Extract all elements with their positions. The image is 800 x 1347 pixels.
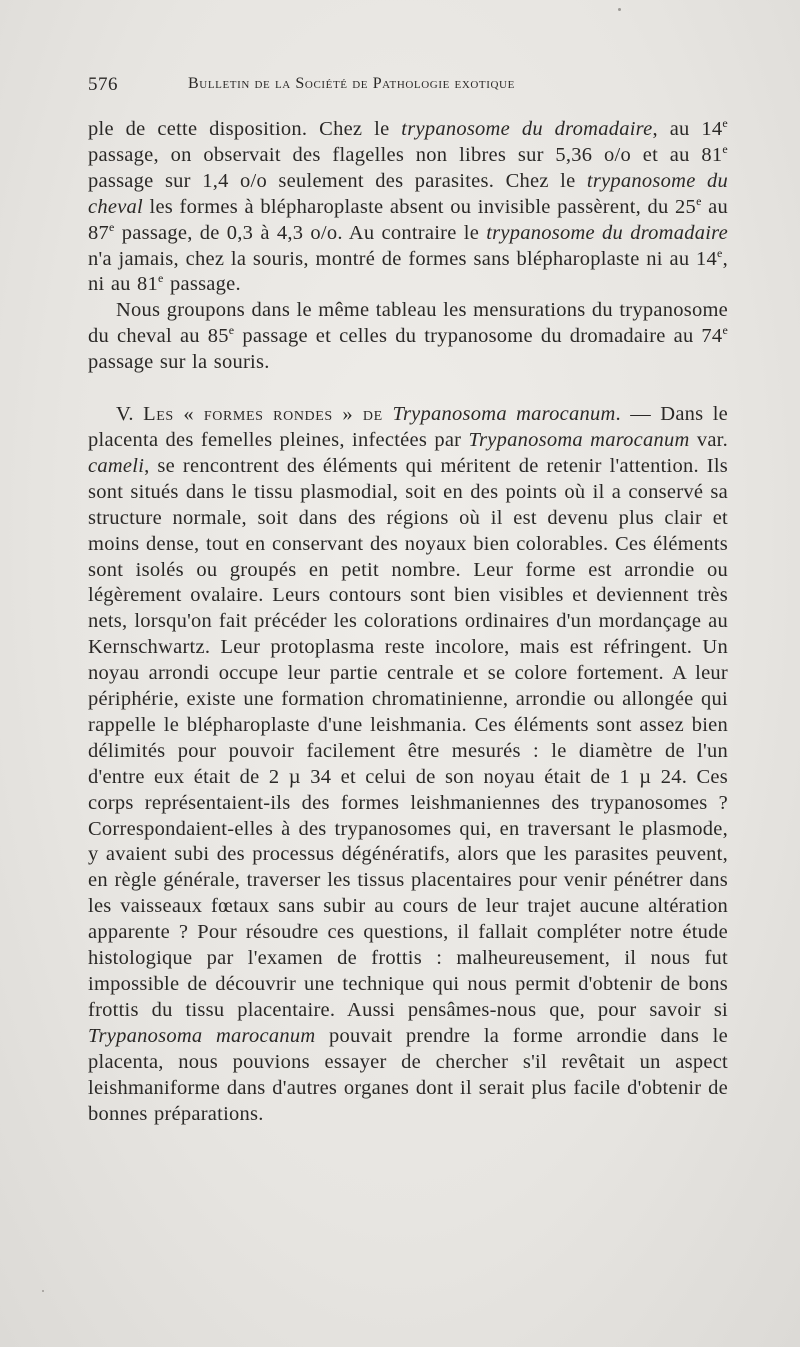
italic-run: trypanosome du dromadaire bbox=[486, 221, 728, 244]
superscript: e bbox=[696, 193, 702, 208]
paper-speck bbox=[618, 8, 621, 11]
superscript: e bbox=[228, 323, 235, 338]
text-run: passage, on observait des flagelles non libres sur 5,36 o/o et au 81 bbox=[88, 143, 723, 166]
paragraph-mensurations bbox=[88, 298, 728, 376]
paragraph-continued bbox=[88, 117, 728, 298]
text-run: passage. bbox=[163, 273, 241, 296]
italic-run: Trypanosoma marocanum bbox=[88, 1024, 316, 1047]
text-run: , ni au 81 bbox=[88, 247, 728, 296]
paragraph-section-v bbox=[88, 402, 728, 1127]
body-text bbox=[88, 117, 728, 1127]
superscript: e bbox=[722, 116, 728, 130]
superscript: e bbox=[109, 219, 115, 234]
italic-run: trypanosome du dromadaire bbox=[401, 118, 653, 140]
italic-run: Trypanosoma marocanum bbox=[468, 428, 690, 451]
section-heading: Les « formes rondes » de bbox=[143, 403, 393, 426]
text-run: passage et celles du trypanosome du dromadaire au 74 bbox=[234, 325, 723, 348]
text-run: les formes à blépharoplaste absent ou invisible passèrent, du 25 bbox=[143, 195, 697, 218]
text-run: passage sur 1,4 o/o seulement des parasites. Chez le bbox=[88, 169, 587, 192]
text-run: ple de cette disposition. Chez le bbox=[88, 118, 402, 140]
running-title: Bulletin de la Société de Pathologie exotique bbox=[188, 75, 515, 92]
text-run: n'a jamais, chez la souris, montré de formes sans blépharoplaste ni au 14 bbox=[88, 247, 718, 270]
running-header bbox=[88, 74, 738, 100]
text-run: pouvait prendre la forme arrondie dans le placenta, nous pouvions essayer de chercher s'il revêtait un aspect leishmaniforme dans d'autres organes dont il serait plus facile d'obtenir de bonnes préparations. bbox=[88, 1024, 728, 1125]
page-number: 576 bbox=[88, 74, 118, 95]
superscript: e bbox=[717, 245, 723, 260]
italic-run: cameli bbox=[88, 454, 145, 477]
superscript: e bbox=[158, 271, 164, 286]
section-number: V. bbox=[116, 403, 144, 426]
text-run: passage, de 0,3 à 4,3 o/o. Au contraire le bbox=[114, 221, 487, 244]
text-run: , au 14 bbox=[652, 118, 723, 140]
italic-run: trypanosome du cheval bbox=[88, 169, 728, 218]
text-run: au 87 bbox=[88, 195, 728, 244]
paper-speck bbox=[42, 1290, 44, 1292]
text-run: passage sur la souris. bbox=[88, 351, 270, 374]
superscript: e bbox=[722, 141, 728, 156]
text-run: Nous groupons dans le même tableau les mensurations du trypanosome du cheval au 85 bbox=[88, 299, 728, 348]
text-run: . — Dans le placenta des femelles pleines, infectées par bbox=[88, 403, 728, 451]
section-heading-italic: Trypanosoma marocanum bbox=[392, 403, 616, 426]
text-run: , se rencontrent des éléments qui méritent de retenir l'attention. Ils sont situés dans le tissu plasmodial, soit en des points où il a conservé sa structure normale, soit dans des régions où il est devenu plus clair et moins dense, tout en conservant des noyaux bien colorables. Ces éléments sont isolés ou groupés en petit nombre. Leur forme est arrondie ou légèrement ovalaire. Leurs contours sont bien visibles et deviennent très nets, lorsqu'on fait précéder les colorations ordinaires d'un mordançage au Kernschwartz. Leur protoplasma reste incolore, mais est réfringent. Un noyau arrondi occupe leur partie centrale et se colore fortement. A leur périphérie, existe une formation chromatinienne, arrondie ou allongée qui rappelle le blépharoplaste d'une leishmania. Ces éléments sont assez bien délimités pour pouvoir facilement être mesurés : le diamètre de l'un d'entre eux était de 2 µ 34 et celui de son noyau était de 1 µ 24. Ces corps représentaient-ils des formes leishmaniennes des trypanosomes ? Correspondaient-elles à des trypanosomes qui, en traversant le plasmode, y avaient subi des processus dégénératifs, alors que les parasites peuvent, en règle générale, traverser les tissus placentaires pour venir pénétrer dans les vaisseaux fœtaux sans subir au cours de leur trajet aucune altération apparente ? Pour résoudre ces questions, il fallait compléter notre étude histologique par l'examen de frottis : malheureusement, il nous fut impossible de découvrir une technique qui nous permit d'obtenir de bons frottis du tissu placentaire. Aussi pensâmes-nous que, pour savoir si bbox=[88, 454, 728, 1021]
superscript: e bbox=[722, 323, 729, 338]
text-run: var. bbox=[689, 428, 728, 451]
